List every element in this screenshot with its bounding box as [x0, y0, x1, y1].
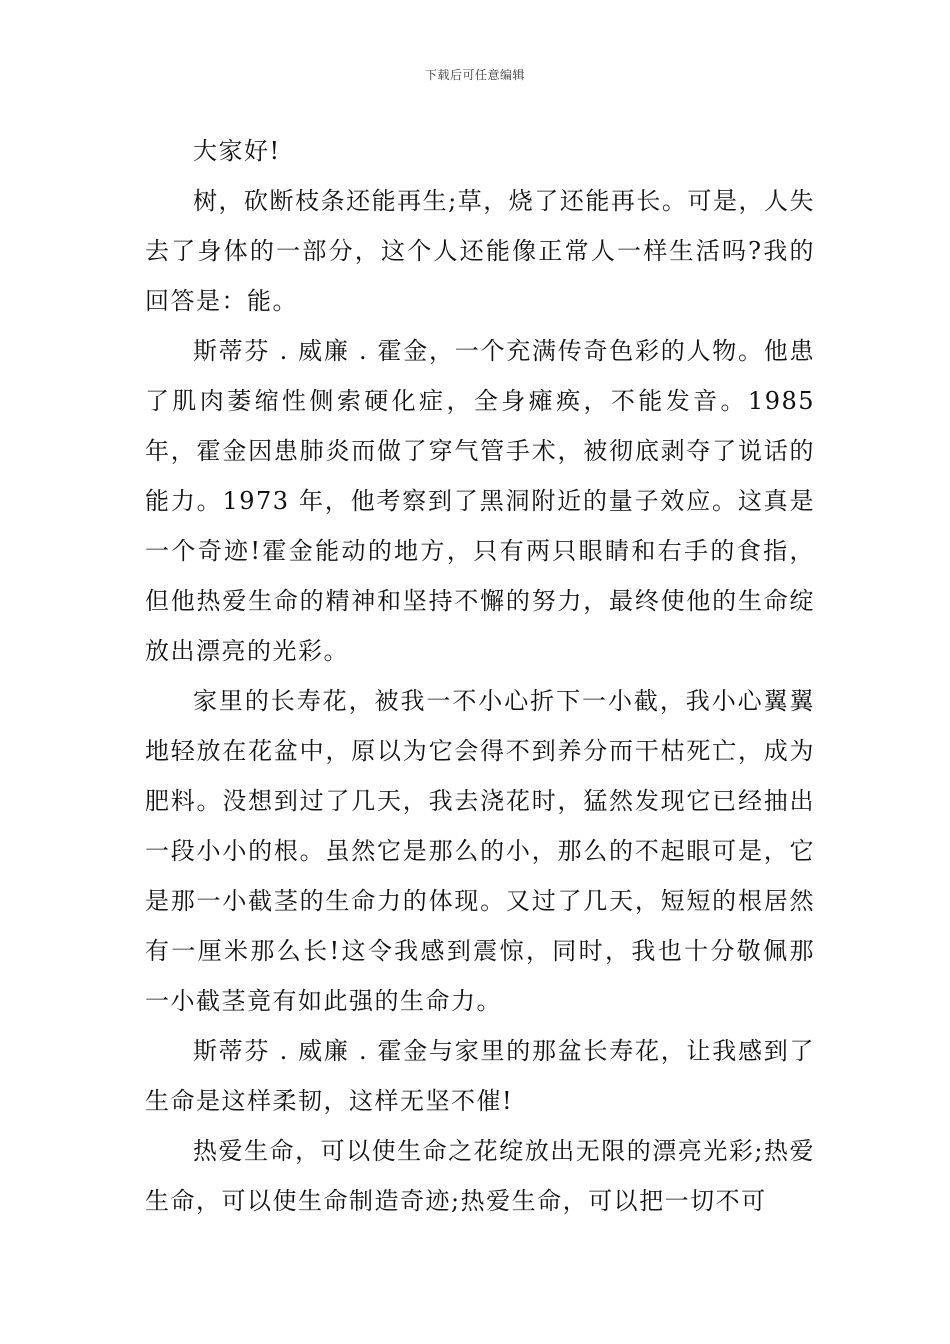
paragraph-intro: 树，砍断枝条还能再生;草，烧了还能再长。可是，人失去了身体的一部分，这个人还能像正常人一样生活吗?我的回答是：能。: [145, 187, 815, 315]
paragraph-hawking: 斯蒂芬 . 威廉 . 霍金，一个充满传奇色彩的人物。他患了肌肉萎缩性侧索硬化症，全身瘫痪，不能发音。1985 年，霍金因患肺炎而做了穿气管手术，被彻底剥夺了说话的能力。1973 年，他考察到了黑洞附近的量子效应。这真是一个奇迹!霍金能动的地方，只有两只眼睛和右手的食指，但他热爱生命的精神和坚持不懈的努力，最终使他的生命绽放出漂亮的光彩。: [145, 337, 815, 665]
paragraph-flower: 家里的长寿花，被我一不小心折下一小截，我小心翼翼地轻放在花盆中，原以为它会得不到养分而干枯死亡，成为肥料。没想到过了几天，我去浇花时，猛然发现它已经抽出一段小小的根。虽然它是那么的小，那么的不起眼可是，它是那一小截茎的生命力的体现。又过了几天，短短的根居然有一厘米那么长!这令我感到震惊，同时，我也十分敬佩那一小截茎竟有如此强的生命力。: [145, 687, 815, 1015]
paragraph-reflection: 斯蒂芬 . 威廉 . 霍金与家里的那盆长寿花，让我感到了生命是这样柔韧，这样无坚不催!: [145, 1037, 815, 1115]
document-body: [145, 126, 815, 1226]
page-header-note: 下载后可任意编辑: [424, 68, 525, 82]
paragraph-conclusion: 热爱生命，可以使生命之花绽放出无限的漂亮光彩;热爱生命，可以使生命制造奇迹;热爱生命，可以把一切不可: [145, 1137, 815, 1215]
paragraph-greeting: 大家好!: [193, 137, 281, 165]
